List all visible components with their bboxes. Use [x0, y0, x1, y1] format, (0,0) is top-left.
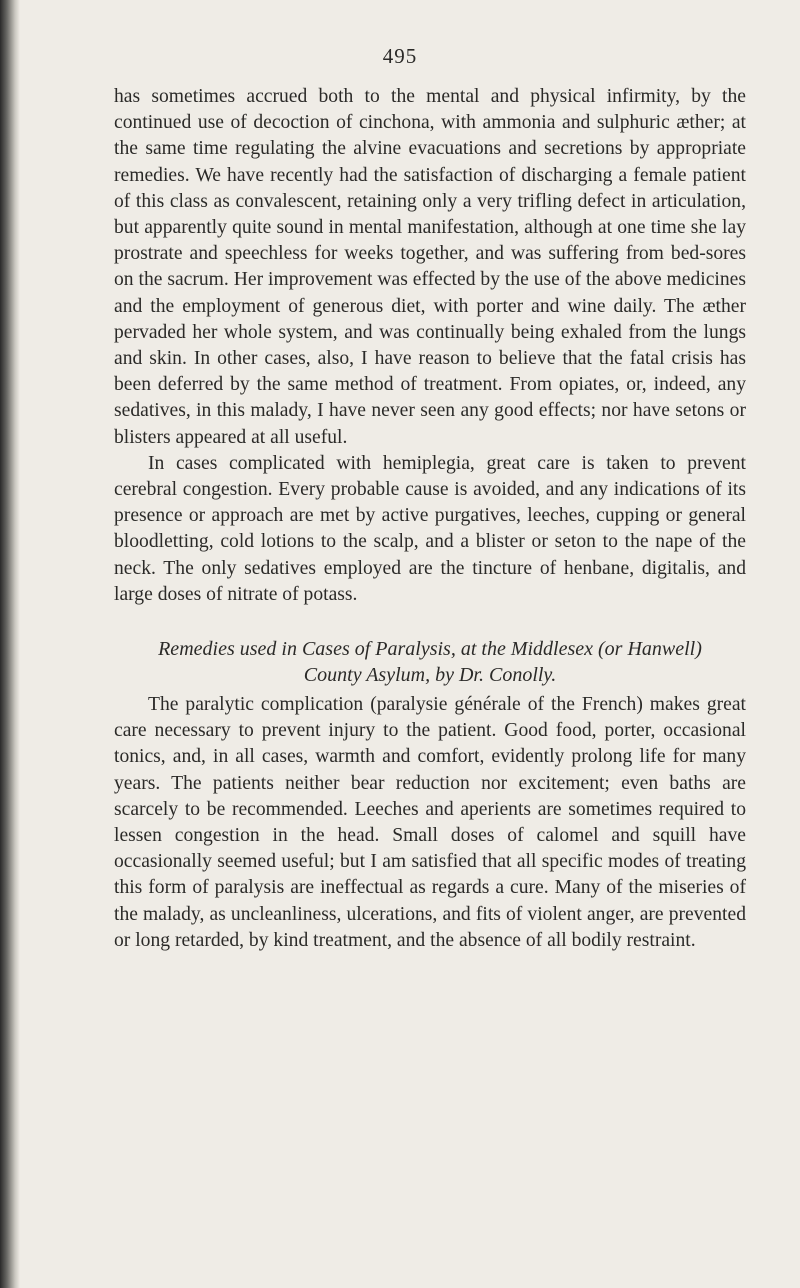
- section-heading-line-1: Remedies used in Cases of Paralysis, at the Middlesex (or Hanwell): [158, 638, 702, 661]
- paragraph-hemiplegia: In cases complicated with hemiplegia, great care is taken to prevent cerebral congestion. Every probable cause is avoided, and any indications of its presence or approach are met by active purgatives, leeches, cupping or general bloodletting, cold lotions to the scalp, and a blister or seton to the nape of the neck. The only sedatives employed are the tincture of henbane, digitalis, and large doses of nitrate of potass.: [114, 452, 746, 605]
- page-gutter-shadow: [0, 0, 20, 1288]
- paragraph-aether-treatment: has sometimes accrued both to the mental and physical infirmity, by the continued use of decoction of cinchona, with ammonia and sulphuric æther; at the same time regulating the alvine evacuations and secretions by appropriate remedies. We have recently had the satisfaction of discharging a female patient of this class as convalescent, retaining only a very trifling defect in articulation, but apparently quite sound in mental manifestation, although at one time she lay prostrate and speechless for weeks together, and was suffering from bed-sores on the sacrum. Her improvement was effected by the use of the above medicines and the employment of generous diet, with porter and wine daily. The æther pervaded her whole system, and was continually being exhaled from the lungs and skin. In other cases, also, I have reason to believe that the fatal crisis has been deferred by the same method of treatment. From opiates, or, indeed, any sedatives, in this malady, I have never seen any good effects; nor have setons or blisters appeared at all useful.: [114, 86, 746, 448]
- page-body: [114, 84, 746, 954]
- section-heading: [114, 636, 746, 688]
- paragraph-paralytic-complication: The paralytic complication (paralysie générale of the French) makes great care necessary to prevent injury to the patient. Good food, porter, occasional tonics, and, in all cases, warmth and comfort, evidently prolong life for many years. The patients neither bear reduction nor excitement; even baths are scarcely to be recommended. Leeches and aperients are sometimes required to lessen congestion in the head. Small doses of calomel and squill have occasionally seemed useful; but I am satisfied that all specific modes of treating this form of paralysis are ineffectual as regards a cure. Many of the miseries of the malady, as uncleanliness, ulcerations, and fits of violent anger, are prevented or long retarded, by kind treatment, and the absence of all bodily restraint.: [114, 694, 746, 951]
- section-heading-line-2: County Asylum, by Dr. Conolly.: [303, 664, 557, 687]
- page-number: 495: [382, 44, 418, 68]
